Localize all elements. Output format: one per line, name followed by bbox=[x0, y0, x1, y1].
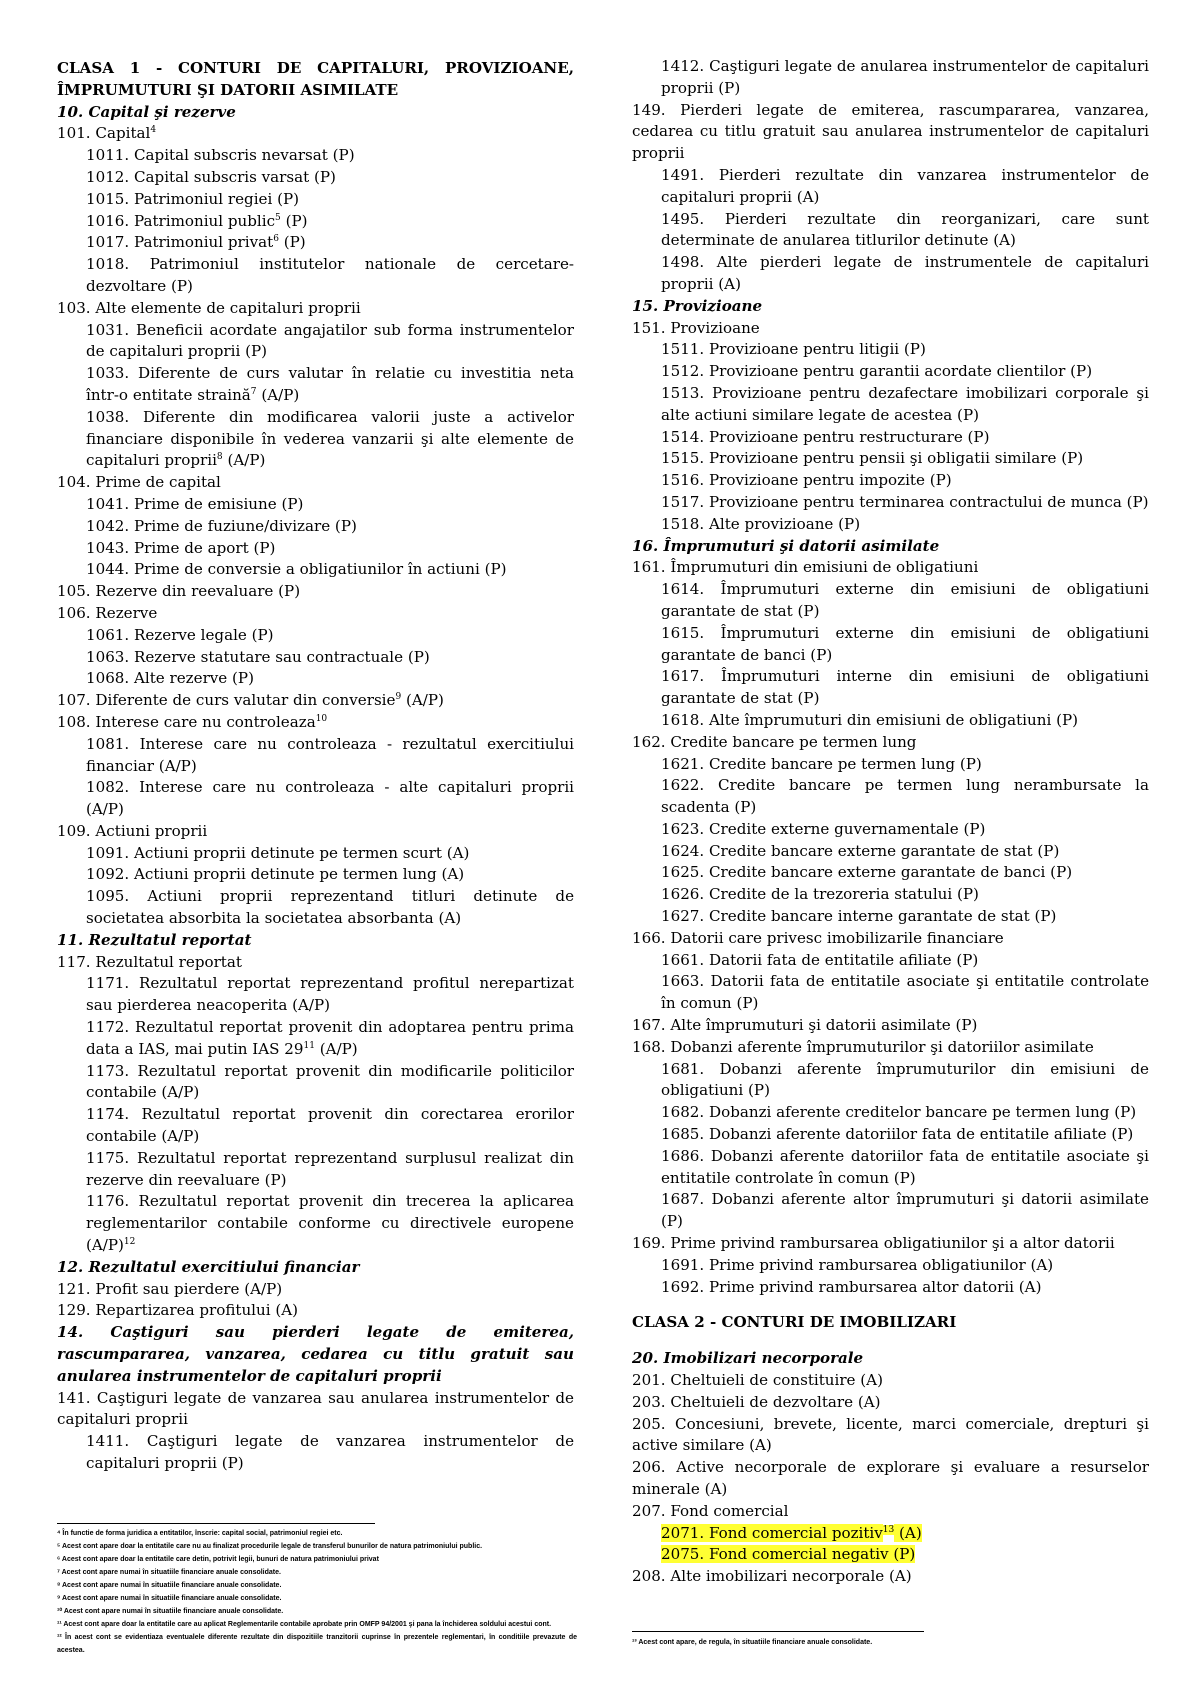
item-text: 151. Provizioane bbox=[632, 318, 760, 337]
subaccount-item bbox=[57, 777, 574, 821]
group-heading bbox=[632, 296, 1149, 318]
subaccount-item bbox=[632, 1277, 1149, 1299]
footnote: ¹³ Acest cont apare, de regula, în situatiile financiare anuale consolidate. bbox=[632, 1639, 873, 1646]
item-text: 1172. Rezultatul reportat provenit din adoptarea pentru prima data a IAS, mai putin IAS 29 bbox=[86, 1018, 574, 1058]
subaccount-item bbox=[57, 407, 574, 472]
subaccount-item bbox=[57, 232, 574, 254]
footnote: ¹¹ Acest cont apare doar la entitatile care au aplicat Reglementarile contabile aprobate prin OMFP 94/2001 şi pana la închiderea soldului acestui cont. bbox=[57, 1621, 552, 1628]
item-text: 203. Cheltuieli de dezvoltare (A) bbox=[632, 1392, 881, 1411]
subaccount-item bbox=[632, 1124, 1149, 1146]
subaccount-item bbox=[632, 819, 1149, 841]
item-text: 1685. Dobanzi aferente datoriilor fata de entitatile afiliate (P) bbox=[661, 1125, 1134, 1144]
footnote: ⁸ Acest cont apare numai în situatiile financiare anuale consolidate. bbox=[57, 1582, 282, 1589]
footnote: ¹⁰ Acest cont apare numai în situatiile financiare anuale consolidate. bbox=[57, 1608, 284, 1615]
item-text: 1514. Provizioane pentru restructurare (P) bbox=[661, 427, 990, 446]
subaccount-item bbox=[632, 252, 1149, 296]
subaccount-item bbox=[57, 1191, 574, 1256]
subaccount-item bbox=[57, 1431, 574, 1475]
footnote-ref: 6 bbox=[273, 234, 279, 245]
account-item bbox=[57, 603, 574, 625]
subaccount-item bbox=[632, 971, 1149, 1015]
item-text: 2075. Fond comercial negativ (P) bbox=[661, 1545, 916, 1564]
item-text: 1625. Credite bancare externe garantate de banci (P) bbox=[661, 863, 1073, 882]
subaccount-item bbox=[57, 1148, 574, 1192]
subaccount-item bbox=[632, 775, 1149, 819]
item-text: 1513. Provizioane pentru dezafectare imobilizari corporale şi alte actiuni similare legate de acestea (P) bbox=[661, 383, 1149, 424]
subaccount-item bbox=[57, 734, 574, 778]
item-text: 1017. Patrimoniul privat bbox=[86, 233, 274, 252]
item-text: 1617. Împrumuturi interne din emisiuni de obligatiuni garantate de stat (P) bbox=[661, 667, 1149, 708]
account-item bbox=[57, 952, 574, 974]
item-text: 2071. Fond comercial pozitiv bbox=[661, 1523, 883, 1542]
subaccount-item bbox=[632, 1523, 1149, 1545]
item-text: 129. Repartizarea profitului (A) bbox=[57, 1301, 299, 1320]
item-text: 1517. Provizioane pentru terminarea contractului de munca (P) bbox=[661, 492, 1149, 511]
item-text: 1061. Rezerve legale (P) bbox=[86, 625, 274, 644]
item-text: 1622. Credite bancare pe termen lung nerambursate la scadenta (P) bbox=[661, 776, 1149, 817]
item-text: 149. Pierderi legate de emiterea, rascumpararea, vanzarea, cedarea cu titlu gratuit sau anularea instrumentelor de capitaluri proprii bbox=[632, 100, 1149, 163]
account-item bbox=[632, 100, 1149, 165]
item-text: 1623. Credite externe guvernamentale (P) bbox=[661, 819, 986, 838]
subaccount-item bbox=[57, 647, 574, 669]
subaccount-item bbox=[57, 559, 574, 581]
group-heading bbox=[632, 1348, 1149, 1370]
footnote-ref: 13 bbox=[882, 1524, 895, 1535]
subaccount-item bbox=[632, 710, 1149, 732]
subaccount-item bbox=[57, 625, 574, 647]
item-text: 169. Prime privind rambursarea obligatiunilor şi a altor datorii bbox=[632, 1234, 1115, 1253]
subaccount-item bbox=[632, 950, 1149, 972]
subaccount-item bbox=[632, 361, 1149, 383]
subaccount-item bbox=[632, 579, 1149, 623]
subaccount-item bbox=[632, 492, 1149, 514]
item-text: 1686. Dobanzi aferente datoriilor fata de entitatile asociate şi entitatile controlate în comun (P) bbox=[661, 1146, 1149, 1187]
account-item bbox=[57, 821, 574, 843]
subaccount-item bbox=[632, 1102, 1149, 1124]
item-text: 1495. Pierderi rezultate din reorganizari, care sunt determinate de anularea titlurilor detinute (A) bbox=[661, 209, 1149, 250]
item-text: 1091. Actiuni proprii detinute pe termen scurt (A) bbox=[86, 843, 470, 862]
item-text: CLASA 1 - CONTURI DE CAPITALURI, PROVIZIOANE, ÎMPRUMUTURI ŞI DATORII ASIMILATE bbox=[57, 59, 574, 99]
item-text: 1412. Caştiguri legate de anularea instrumentelor de capitaluri proprii (P) bbox=[661, 57, 1149, 97]
item-text: 141. Caştiguri legate de vanzarea sau anularea instrumentelor de capitaluri proprii bbox=[57, 1388, 574, 1429]
subaccount-item bbox=[57, 189, 574, 211]
item-text: 121. Profit sau pierdere (A/P) bbox=[57, 1279, 283, 1298]
account-item bbox=[632, 1566, 1149, 1588]
item-text: 208. Alte imobilizari necorporale (A) bbox=[632, 1567, 912, 1586]
group-heading bbox=[57, 102, 574, 124]
item-text: 11. Rezultatul reportat bbox=[57, 930, 252, 949]
footnote-ref: 8 bbox=[216, 452, 223, 463]
item-text: 1015. Patrimoniul regiei (P) bbox=[86, 189, 300, 208]
account-item bbox=[632, 557, 1149, 579]
item-text: 117. Rezultatul reportat bbox=[57, 952, 242, 971]
account-item bbox=[57, 581, 574, 603]
subaccount-item bbox=[57, 864, 574, 886]
subaccount-item bbox=[632, 470, 1149, 492]
subaccount-item bbox=[632, 1059, 1149, 1103]
item-text: 1033. Diferente de curs valutar în relatie cu investitia neta într-o entitate straină bbox=[86, 364, 574, 404]
item-text: 207. Fond comercial bbox=[632, 1501, 789, 1520]
item-text: 1081. Interese care nu controleaza - rezultatul exercitiului financiar (A/P) bbox=[86, 734, 574, 775]
subaccount-item bbox=[632, 1146, 1149, 1190]
item-text: 1175. Rezultatul reportat reprezentand surplusul realizat din rezerve din reevaluare (P) bbox=[86, 1148, 574, 1189]
item-text-tail: (A) bbox=[894, 1523, 922, 1542]
account-item bbox=[632, 318, 1149, 340]
account-item bbox=[57, 123, 574, 145]
item-text: 1042. Prime de fuziune/divizare (P) bbox=[86, 516, 357, 535]
item-text: 1044. Prime de conversie a obligatiunilor în actiuni (P) bbox=[86, 560, 507, 579]
subaccount-item bbox=[57, 1017, 574, 1061]
subaccount-item bbox=[57, 254, 574, 298]
footnote: ⁷ Acest cont apare numai în situatiile financiare anuale consolidate. bbox=[57, 1569, 281, 1576]
item-text: 1082. Interese care nu controleaza - alte capitaluri proprii (A/P) bbox=[86, 778, 574, 819]
item-text: 1041. Prime de emisiune (P) bbox=[86, 494, 304, 513]
item-text: 10. Capital şi rezerve bbox=[57, 102, 236, 121]
item-text: 1012. Capital subscris varsat (P) bbox=[86, 167, 336, 186]
item-text: 1018. Patrimoniul institutelor nationale de cercetare-dezvoltare (P) bbox=[86, 255, 574, 295]
footnote-divider bbox=[632, 1631, 924, 1632]
subaccount-item bbox=[632, 1544, 1149, 1566]
item-text: 107. Diferente de curs valutar din conversie bbox=[57, 691, 396, 710]
item-text: 1411. Caştiguri legate de vanzarea instrumentelor de capitaluri proprii (P) bbox=[86, 1432, 574, 1472]
item-text: 1661. Datorii fata de entitatile afiliate (P) bbox=[661, 950, 979, 969]
item-text: 206. Active necorporale de explorare şi evaluare a resurselor minerale (A) bbox=[632, 1458, 1149, 1498]
subaccount-item bbox=[632, 209, 1149, 253]
subaccount-item bbox=[57, 1061, 574, 1105]
item-text: 1511. Provizioane pentru litigii (P) bbox=[661, 340, 926, 359]
item-text: 20. Imobilizari necorporale bbox=[632, 1349, 864, 1368]
account-item bbox=[57, 1300, 574, 1322]
item-text: 1512. Provizioane pentru garantii acordate clientilor (P) bbox=[661, 362, 1093, 381]
item-text: 162. Credite bancare pe termen lung bbox=[632, 732, 917, 751]
item-text-tail: (A/P) bbox=[256, 385, 300, 404]
subaccount-item bbox=[57, 211, 574, 233]
account-item bbox=[632, 928, 1149, 950]
subaccount-item bbox=[632, 906, 1149, 928]
item-text: 1516. Provizioane pentru impozite (P) bbox=[661, 471, 952, 490]
item-text: 1095. Actiuni proprii reprezentand titluri detinute de societatea absorbita la societatea absorbanta (A) bbox=[86, 887, 574, 928]
item-text: 1174. Rezultatul reportat provenit din corectarea erorilor contabile (A/P) bbox=[86, 1105, 574, 1146]
account-item bbox=[57, 1388, 574, 1432]
subaccount-item bbox=[632, 623, 1149, 667]
class-title bbox=[632, 1312, 1149, 1334]
account-item bbox=[57, 690, 574, 712]
item-text: 1624. Credite bancare externe garantate de stat (P) bbox=[661, 841, 1060, 860]
footnote-ref: 5 bbox=[275, 212, 281, 223]
item-text: 1681. Dobanzi aferente împrumuturilor din emisiuni de obligatiuni (P) bbox=[661, 1059, 1149, 1100]
item-text: 1687. Dobanzi aferente altor împrumuturi şi datorii asimilate (P) bbox=[661, 1190, 1149, 1231]
item-text: 1691. Prime privind rambursarea obligatiunilor (A) bbox=[661, 1255, 1054, 1274]
account-item bbox=[632, 1370, 1149, 1392]
subaccount-item bbox=[57, 886, 574, 930]
item-text: 1615. Împrumuturi externe din emisiuni de obligatiuni garantate de banci (P) bbox=[661, 623, 1149, 664]
spacer bbox=[632, 1334, 1149, 1348]
account-item bbox=[632, 1457, 1149, 1501]
item-text: 1518. Alte provizioane (P) bbox=[661, 514, 861, 533]
footnotes-right bbox=[632, 1636, 1152, 1649]
subaccount-item bbox=[57, 494, 574, 516]
left-column bbox=[57, 58, 574, 1475]
subaccount-item bbox=[57, 516, 574, 538]
footnote-ref: 9 bbox=[395, 692, 402, 703]
item-text-tail: (A/P) bbox=[401, 691, 444, 710]
account-item bbox=[632, 1414, 1149, 1458]
item-text: 15. Provizioane bbox=[632, 296, 763, 315]
subaccount-item bbox=[632, 862, 1149, 884]
subaccount-item bbox=[632, 56, 1149, 100]
item-text: 12. Rezultatul exercitiului financiar bbox=[57, 1257, 360, 1276]
subaccount-item bbox=[57, 320, 574, 364]
subaccount-item bbox=[57, 973, 574, 1017]
item-text: 1692. Prime privind rambursarea altor datorii (A) bbox=[661, 1277, 1042, 1296]
account-item bbox=[632, 732, 1149, 754]
item-text: 1682. Dobanzi aferente creditelor bancare pe termen lung (P) bbox=[661, 1103, 1137, 1122]
subaccount-item bbox=[57, 843, 574, 865]
item-text: 1043. Prime de aport (P) bbox=[86, 538, 276, 557]
item-text: 1031. Beneficii acordate angajatilor sub forma instrumentelor de capitaluri proprii (P) bbox=[86, 320, 574, 361]
subaccount-item bbox=[632, 666, 1149, 710]
spacer bbox=[632, 1298, 1149, 1312]
subaccount-item bbox=[57, 1104, 574, 1148]
item-text: 1092. Actiuni proprii detinute pe termen lung (A) bbox=[86, 865, 465, 884]
footnote-ref: 4 bbox=[150, 125, 157, 136]
item-text: 167. Alte împrumuturi şi datorii asimilate (P) bbox=[632, 1016, 978, 1035]
group-heading bbox=[57, 930, 574, 952]
item-text: 166. Datorii care privesc imobilizarile financiare bbox=[632, 928, 1004, 947]
footnote-ref: 10 bbox=[315, 713, 328, 724]
subaccount-item bbox=[632, 165, 1149, 209]
subaccount-item bbox=[632, 1255, 1149, 1277]
account-item bbox=[632, 1501, 1149, 1523]
footnote-ref: 11 bbox=[303, 1040, 315, 1051]
item-text: 1627. Credite bancare interne garantate de stat (P) bbox=[661, 907, 1057, 926]
account-item bbox=[632, 1233, 1149, 1255]
footnote-ref: 12 bbox=[123, 1237, 136, 1247]
item-text: CLASA 2 - CONTURI DE IMOBILIZARI bbox=[632, 1313, 957, 1332]
item-text: 1173. Rezultatul reportat provenit din modificarile politicilor contabile (A/P) bbox=[86, 1061, 574, 1102]
right-column bbox=[632, 56, 1149, 1588]
item-text: 1491. Pierderi rezultate din vanzarea instrumentelor de capitaluri proprii (A) bbox=[661, 165, 1149, 206]
group-heading bbox=[57, 1322, 574, 1387]
item-text: 1068. Alte rezerve (P) bbox=[86, 669, 254, 688]
group-heading bbox=[57, 1257, 574, 1279]
item-text: 1515. Provizioane pentru pensii şi obligatii similare (P) bbox=[661, 449, 1084, 468]
item-text: 201. Cheltuieli de constituire (A) bbox=[632, 1371, 883, 1390]
item-text: 161. Împrumuturi din emisiuni de obligatiuni bbox=[632, 558, 979, 577]
item-text: 109. Actiuni proprii bbox=[57, 821, 208, 840]
item-text: 101. Capital bbox=[57, 124, 151, 143]
footnote: ⁴ În functie de forma juridica a entitatilor, înscrie: capital social, patrimoniul regiei etc. bbox=[57, 1530, 343, 1537]
item-text: 103. Alte elemente de capitaluri proprii bbox=[57, 298, 361, 317]
footnote: ⁶ Acest cont apare doar la entitatile care detin, potrivit legii, bunuri de natura patrimoniului privat bbox=[57, 1556, 379, 1563]
item-text: 1618. Alte împrumuturi din emisiuni de obligatiuni (P) bbox=[661, 710, 1079, 729]
account-item bbox=[57, 712, 574, 734]
item-text-tail: (A/P) bbox=[222, 451, 266, 470]
footnote: ⁵ Acest cont apare doar la entitatile care nu au finalizat procedurile legale de transferul bunurilor de natura patrimoniului public. bbox=[57, 1543, 483, 1550]
subaccount-item bbox=[57, 145, 574, 167]
item-text: 1663. Datorii fata de entitatile asociate şi entitatile controlate în comun (P) bbox=[661, 972, 1149, 1013]
item-text: 14. Caştiguri sau pierderi legate de emiterea, rascumpararea, vanzarea, cedarea cu titlu gratuit sau anularea instrumentelor de capitaluri proprii bbox=[57, 1323, 574, 1385]
item-text: 205. Concesiuni, brevete, licente, marci comerciale, drepturi şi active similare (A) bbox=[632, 1414, 1149, 1455]
class-title bbox=[57, 58, 574, 102]
footnote: ⁹ Acest cont apare numai în situatiile financiare anuale consolidate. bbox=[57, 1595, 282, 1602]
subaccount-item bbox=[57, 167, 574, 189]
account-item bbox=[632, 1392, 1149, 1414]
item-text: 1171. Rezultatul reportat reprezentand profitul nerepartizat sau pierderea neacoperita (A/P) bbox=[86, 974, 574, 1015]
account-item bbox=[57, 1279, 574, 1301]
subaccount-item bbox=[632, 514, 1149, 536]
item-text: 1016. Patrimoniul public bbox=[86, 211, 276, 230]
item-text: 104. Prime de capital bbox=[57, 473, 221, 492]
subaccount-item bbox=[57, 538, 574, 560]
item-text: 1614. Împrumuturi externe din emisiuni de obligatiuni garantate de stat (P) bbox=[661, 580, 1149, 620]
account-item bbox=[57, 472, 574, 494]
item-text: 1621. Credite bancare pe termen lung (P) bbox=[661, 754, 982, 773]
subaccount-item bbox=[57, 668, 574, 690]
item-text: 16. Împrumuturi şi datorii asimilate bbox=[632, 536, 940, 555]
item-text: 168. Dobanzi aferente împrumuturilor şi datoriilor asimilate bbox=[632, 1037, 1094, 1056]
item-text: 108. Interese care nu controleaza bbox=[57, 712, 316, 731]
item-text: 1063. Rezerve statutare sau contractuale (P) bbox=[86, 647, 430, 666]
footnote-ref: 7 bbox=[250, 386, 257, 397]
subaccount-item bbox=[632, 754, 1149, 776]
item-text: 1176. Rezultatul reportat provenit din trecerea la aplicarea reglementarilor contabile conforme cu directivele europene (A/P) bbox=[86, 1192, 574, 1255]
footnote: ¹² În acest cont se evidentiaza eventualele diferente rezultate din dispozitiile tranzitorii cuprinse în prezentele reglementari, în conditiile prevazute de acestea. bbox=[57, 1634, 577, 1654]
item-text-tail: (A/P) bbox=[314, 1039, 358, 1058]
subaccount-item bbox=[57, 363, 574, 407]
subaccount-item bbox=[632, 1189, 1149, 1233]
item-text: 1011. Capital subscris nevarsat (P) bbox=[86, 146, 355, 165]
item-text: 105. Rezerve din reevaluare (P) bbox=[57, 582, 301, 601]
footnote-divider bbox=[57, 1523, 375, 1524]
item-text-tail: (P) bbox=[280, 211, 308, 230]
subaccount-item bbox=[632, 427, 1149, 449]
footnotes-left bbox=[57, 1527, 577, 1657]
subaccount-item bbox=[632, 448, 1149, 470]
group-heading bbox=[632, 536, 1149, 558]
item-text: 106. Rezerve bbox=[57, 603, 158, 622]
subaccount-item bbox=[632, 884, 1149, 906]
item-text: 1038. Diferente din modificarea valorii juste a activelor financiare disponibile în vederea vanzarii şi alte elemente de capitaluri proprii bbox=[86, 407, 574, 470]
item-text-tail: (P) bbox=[278, 233, 306, 252]
item-text: 1626. Credite de la trezoreria statului (P) bbox=[661, 885, 979, 904]
account-item bbox=[632, 1015, 1149, 1037]
account-item bbox=[632, 1037, 1149, 1059]
subaccount-item bbox=[632, 383, 1149, 427]
subaccount-item bbox=[632, 841, 1149, 863]
item-text: 1498. Alte pierderi legate de instrumentele de capitaluri proprii (A) bbox=[661, 253, 1149, 293]
account-item bbox=[57, 298, 574, 320]
subaccount-item bbox=[632, 339, 1149, 361]
